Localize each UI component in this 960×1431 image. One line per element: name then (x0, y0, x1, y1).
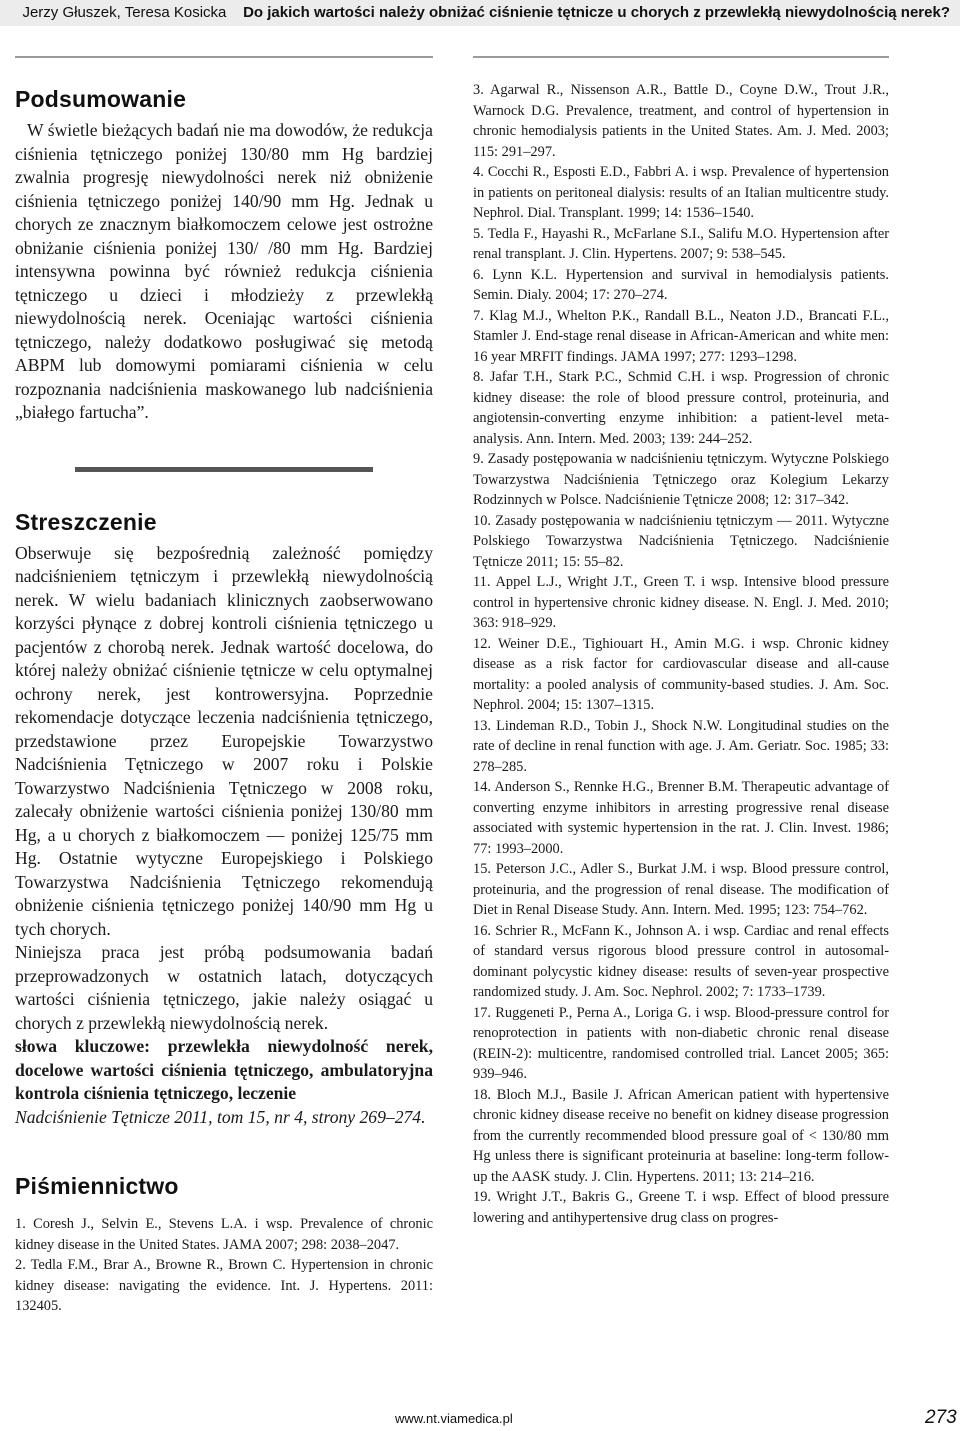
reference-item: 6. Lynn K.L. Hypertension and survival in hemodialysis patients. Semin. Dialy. 2004; 17: 270–274. (473, 266, 889, 303)
reference-item: 18. Bloch M.J., Basile J. African American patient with hypertensive chronic kidney disease receive no benefit on kidney disease progression from the currently recommended blood pressure goal of < 130/80 mm Hg unless there is significant proteinuria at baseline: long-term follow-up the AASK study. J. Clin. Hypertens. 2011; 13: 214–216. (473, 1086, 889, 1185)
summary-body (15, 119, 433, 425)
reference-item: 7. Klag M.J., Whelton P.K., Randall B.L., Neaton J.D., Brancati F.L., Stamler J. End-stage renal disease in African-American and white men: 16 year MRFIT findings. JAMA 1997; 277: 1293–1298. (473, 307, 889, 365)
header-authors: Jerzy Głuszek, Teresa Kosicka (22, 4, 227, 21)
reference-item: 10. Zasady postępowania w nadciśnieniu tętniczym — 2011. Wytyczne Polskiego Towarzystwa Nadciśnienia Tętniczego. Nadciśnienie Tętnicze 2011; 15: 55–82. (473, 512, 889, 570)
reference-item: 5. Tedla F., Hayashi R., McFarlane S.I., Salifu M.O. Hypertension after renal transplant. J. Clin. Hypertens. 2007; 9: 538–545. (473, 225, 889, 262)
reference-item: 14. Anderson S., Rennke H.G., Brenner B.M. Therapeutic advantage of converting enzyme inhibitors in arresting progressive renal disease associated with systemic hypertension in the rat. J. Clin. Invest. 1986; 77: 1993–2000. (473, 779, 889, 857)
reference-item: 3. Agarwal R., Nissenson A.R., Battle D., Coyne D.W., Trout J.R., Warnock D.G. Prevalence, treatment, and control of hypertension in chronic hemodialysis patients in the United States. Am. J. Med. 2003; 115: 291–297. (473, 82, 889, 160)
references-heading: Piśmiennictwo (15, 1173, 179, 1199)
reference-item: 19. Wright J.T., Bakris G., Greene T. i wsp. Effect of blood pressure lowering and antihypertensive drug class on progres- (473, 1189, 889, 1226)
reference-item: 1. Coresh J., Selvin E., Stevens L.A. i wsp. Prevalence of chronic kidney disease in the United States. JAMA 2007; 298: 2038–2047. (15, 1216, 433, 1253)
summary-heading: Podsumowanie (15, 86, 187, 112)
abstract-paragraph-2: Niniejsza praca jest próbą podsumowania badań przeprowadzonych w ostatnich latach, dotyczących wartości ciśnienia tętniczego, jakie należy osiągać u chorych z przewlekłą niewydolnością nerek. (15, 942, 433, 1033)
reference-item: 11. Appel L.J., Wright J.T., Green T. i wsp. Intensive blood pressure control in hypertensive chronic kidney disease. N. Engl. J. Med. 2010; 363: 918–929. (473, 574, 889, 631)
reference-item: 13. Lindeman R.D., Tobin J., Shock N.W. Longitudinal studies on the rate of decline in renal function with age. J. Am. Geriatr. Soc. 1985; 33: 278–285. (473, 717, 889, 775)
right-column-top-rule (473, 56, 889, 58)
reference-item: 8. Jafar T.H., Stark P.C., Schmid C.H. i wsp. Progression of chronic kidney disease: the role of blood pressure control, proteinuria, and angiotensin-converting enzyme inhibition: a patient-level meta-analysis. Ann. Intern. Med. 2003; 139: 244–252. (473, 369, 889, 447)
references-list-left (15, 1214, 433, 1317)
reference-item: 4. Cocchi R., Esposti E.D., Fabbri A. i wsp. Prevalence of hypertension in patients on peritoneal dialysis: results of an Italian multicentre study. Nephrol. Dial. Transplant. 1999; 14: 1536–1540. (473, 164, 889, 221)
abstract-heading: Streszczenie (15, 508, 157, 535)
journal-citation: Nadciśnienie Tętnicze 2011, tom 15, nr 4, strony 269–274. (15, 1106, 426, 1127)
left-column-top-rule (15, 56, 433, 58)
abstract-paragraph-1: Obserwuje się bezpośrednią zależność pomiędzy nadciśnieniem tętniczym i przewlekłą niewydolnością nerek. W wielu badaniach klinicznych zaobserwowano korzyści płynące z dobrej kontroli ciśnienia tętniczego u pacjentów z chorobą nerek. Jednak wartość docelowa, do której należy obniżać ciśnienie tętnicze w celu optymalnej ochrony nerek, jest kontrowersyjna. Poprzednie rekomendacje dotyczące leczenia nadciśnienia tętniczego, przedstawione przez Europejskie Towarzystwo Nadciśnienia Tętniczego w 2007 roku i Polskie Towarzystwo Nadciśnienia Tętniczego w 2008 roku, zalecały obniżenie wartości ciśnienia poniżej 130/80 mm Hg, a u chorych z białkomoczem — poniżej 125/75 mm Hg. Ostatnie wytyczne Europejskiego i Polskiego Towarzystwa Nadciśnienia Tętniczego rekomendują obniżenie ciśnienia tętniczego poniżej 140/90 mm Hg u tych chorych. (15, 542, 433, 939)
keywords: słowa kluczowe: przewlekła niewydolność nerek, docelowe wartości ciśnienia tętniczego, ambulatoryjna kontrola ciśnienia tętniczego, leczenie (15, 1036, 433, 1103)
reference-item: 16. Schrier R., McFann K., Johnson A. i wsp. Cardiac and renal effects of standard versus rigorous blood pressure control in autosomal-dominant polycystic kidney disease: results of seven-year prospective randomized study. J. Am. Soc. Nephrol. 2002; 7: 1733–1739. (473, 922, 889, 1000)
reference-item: 17. Ruggeneti P., Perna A., Loriga G. i wsp. Blood-pressure control for renoprotection in patients with non-diabetic chronic renal disease (REIN-2): multicentre, randomised controlled trial. Lancet 2005; 365: 939–946. (473, 1004, 889, 1082)
reference-item: 12. Weiner D.E., Tighiouart H., Amin M.G. i wsp. Chronic kidney disease as a risk factor for cardiovascular disease and all-cause mortality: a pooled analysis of community-based studies. J. Am. Soc. Nephrol. 2004; 15: 1307–1315. (473, 635, 889, 713)
reference-item: 2. Tedla F.M., Brar A., Browne R., Brown C. Hypertension in chronic kidney disease: navigating the evidence. Int. J. Hypertens. 2011: 132405. (15, 1257, 433, 1314)
running-header-text (22, 4, 950, 21)
summary-paragraph: W świetle bieżących badań nie ma dowodów, że redukcja ciśnienia tętniczego poniżej 130/80 mm Hg bardziej zwalnia progresję niewydolności nerek niż obniżenie ciśnienia tętniczego poniżej 140/90 mm Hg. Jednak u chorych ze znacznym białkomoczem celowe jest ostrożne obniżanie ciśnienia poniżej 130/ /80 mm Hg. Bardziej intensywna powinna być również redukcja ciśnienia tętniczego u dzieci i młodzieży z przewlekłą niewydolnością nerek. Oceniając wartości ciśnienia tętniczego, należy dodatkowo posługiwać się metodą ABPM lub domowymi pomiarami ciśnienia w celu rozpoznania nadciśnienia maskowanego lub nadciśnienia „białego fartucha”. (15, 120, 433, 422)
abstract-body (15, 542, 433, 1036)
footer-url: www.nt.viamedica.pl (395, 1411, 513, 1426)
running-header (0, 0, 960, 26)
header-article-title: Do jakich wartości należy obniżać ciśnienie tętnicze u chorych z przewlekłą niewydolnością nerek? (243, 4, 950, 21)
reference-item: 9. Zasady postępowania w nadciśnieniu tętniczym. Wytyczne Polskiego Towarzystwa Nadciśnienia Tętniczego oraz Kolegium Lekarzy Rodzinnych w Polsce. Nadciśnienie Tętnicze 2008; 12: 317–342. (473, 451, 889, 508)
page-number: 273 (925, 1407, 957, 1428)
left-column (15, 86, 433, 1317)
reference-item: 15. Peterson J.C., Adler S., Burkat J.M. i wsp. Blood pressure control, proteinuria, and the progression of renal disease. The modification of Diet in Renal Disease Study. Ann. Intern. Med. 1995; 123: 754–762. (473, 861, 889, 918)
right-column (473, 80, 889, 1228)
references-list-right (473, 80, 889, 1228)
section-separator (75, 467, 373, 472)
